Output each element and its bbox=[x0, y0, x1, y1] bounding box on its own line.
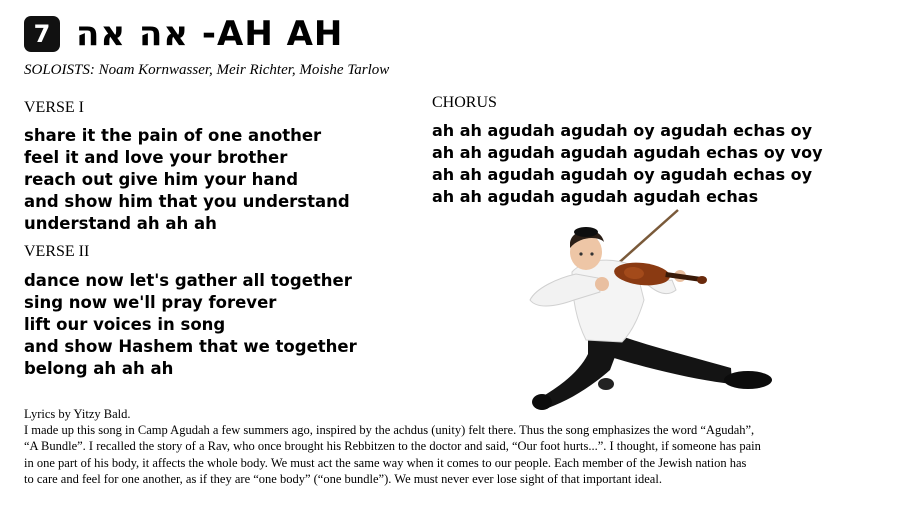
lyric-line: and show him that you understand bbox=[24, 192, 350, 211]
lyric-line: ah ah agudah agudah oy agudah echas oy bbox=[432, 165, 813, 184]
violinist-photo bbox=[526, 208, 776, 413]
note-line: “A Bundle”. I recalled the story of a Rav, who once brought his Rebbitzen to the doctor and said, “Our foot hurts...”. I thought, if someone has pain bbox=[24, 439, 761, 454]
lyrics-credit: Lyrics by Yitzy Bald. bbox=[24, 407, 131, 421]
verse1-heading: VERSE I bbox=[24, 99, 84, 116]
lyric-line: understand ah ah ah bbox=[24, 214, 217, 233]
verse2-lyrics bbox=[24, 270, 357, 380]
lyric-line: sing now we'll pray forever bbox=[24, 293, 277, 312]
lyric-line: dance now let's gather all together bbox=[24, 271, 352, 290]
verse2-heading: VERSE II bbox=[24, 243, 90, 260]
lyric-line: reach out give him your hand bbox=[24, 170, 299, 189]
chorus-lyrics bbox=[432, 120, 823, 208]
track-number-badge: 7 bbox=[24, 16, 60, 52]
lyric-line: ah ah agudah agudah oy agudah echas oy bbox=[432, 121, 813, 140]
lyric-line: ah ah agudah agudah agudah echas bbox=[432, 187, 759, 206]
verse1-lyrics bbox=[24, 125, 350, 235]
lyric-line: and show Hashem that we together bbox=[24, 337, 357, 356]
lyric-line: ah ah agudah agudah agudah echas oy voy bbox=[432, 143, 823, 162]
lyric-line: belong ah ah ah bbox=[24, 359, 174, 378]
chorus-heading: CHORUS bbox=[432, 94, 497, 111]
lyric-line: feel it and love your brother bbox=[24, 148, 288, 167]
note-line: I made up this song in Camp Agudah a few summers ago, inspired by the achdus (unity) felt there. Thus the song emphasizes the word “Agudah”, bbox=[24, 423, 755, 438]
author-notes bbox=[24, 406, 884, 487]
song-title: אה אה -AH AH bbox=[76, 14, 344, 54]
lyric-line: lift our voices in song bbox=[24, 315, 226, 334]
soloists-credit: SOLOISTS: Noam Kornwasser, Meir Richter, Moishe Tarlow bbox=[24, 62, 390, 78]
note-line: in one part of his body, it affects the whole body. We must act the same way when it comes to our people. Each member of the Jewish nation has bbox=[24, 455, 747, 470]
lyric-line: share it the pain of one another bbox=[24, 126, 322, 145]
note-line: to care and feel for one another, as if they are “one body” (“one bundle”). We must never ever lose sight of that important ideal. bbox=[24, 471, 662, 486]
